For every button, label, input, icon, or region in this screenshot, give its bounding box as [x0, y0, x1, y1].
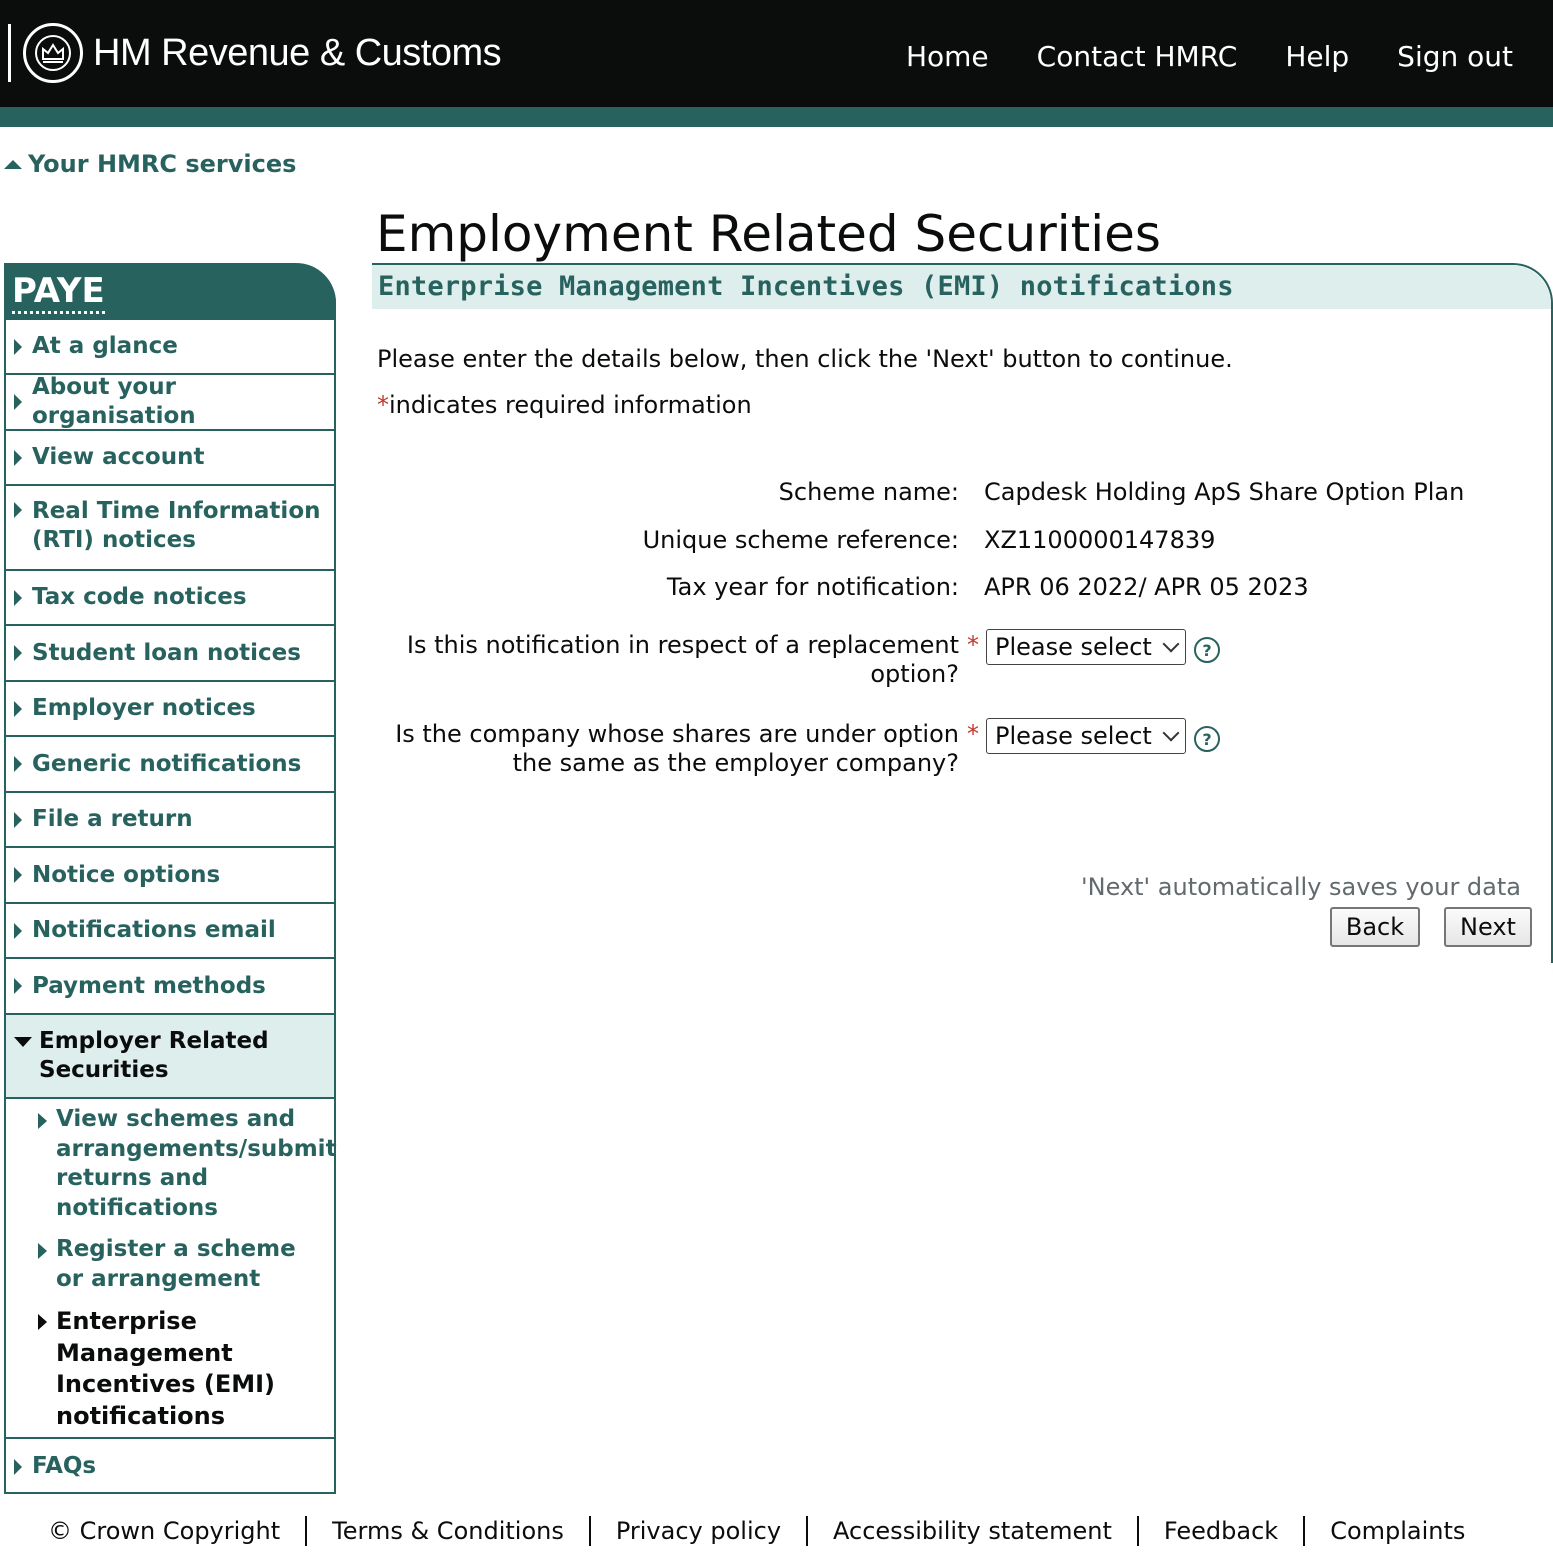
footer-copyright: © Crown Copyright	[48, 1517, 281, 1545]
question-label	[359, 631, 979, 689]
sidebar-item-notice-options[interactable]	[6, 848, 334, 904]
sidebar-item-notifications-email[interactable]	[6, 904, 334, 959]
question-text: Is this notification in respect of a replacement option?	[406, 631, 959, 688]
triangle-right-icon	[38, 1113, 47, 1129]
footer-accessibility-link[interactable]: Accessibility statement	[833, 1517, 1112, 1545]
help-icon[interactable]: ?	[1194, 637, 1220, 663]
intro-text: Please enter the details below, then click the 'Next' button to continue.	[377, 345, 1233, 373]
sidebar-item-label: About your organisation	[32, 374, 196, 429]
sidebar-item-faqs[interactable]	[6, 1439, 334, 1494]
triangle-right-icon	[38, 1314, 47, 1330]
sidebar-item-label: Employer notices	[32, 695, 256, 721]
nav-contact-link[interactable]: Contact HMRC	[1036, 40, 1238, 73]
sidebar-item-label: Payment methods	[32, 972, 266, 999]
footer-divider	[1303, 1516, 1305, 1546]
sidebar-item-label: Tax code notices	[32, 584, 247, 610]
select-value: Please select	[995, 633, 1152, 661]
sidebar-subitem-label: View schemes and arrangements/submit returns and notifications	[56, 1106, 337, 1221]
sidebar-item-label: FAQs	[32, 1453, 97, 1479]
sidebar-item-employer-related-securities[interactable]	[6, 1015, 334, 1099]
sidebar-sub-list	[6, 1099, 337, 1439]
triangle-right-icon	[14, 450, 22, 466]
sidebar-item-at-a-glance[interactable]	[6, 320, 334, 375]
sidebar-subitem-view-schemes[interactable]	[56, 1105, 337, 1223]
select-value: Please select	[995, 722, 1152, 750]
triangle-up-icon	[4, 160, 22, 169]
sidebar-item-label: At a glance	[32, 333, 178, 359]
help-icon[interactable]: ?	[1194, 726, 1220, 752]
sidebar-subitem-register-scheme[interactable]	[56, 1235, 326, 1294]
sidebar-heading-label: PAYE	[12, 271, 105, 314]
sidebar-item-label: Notice options	[32, 861, 221, 888]
sidebar-item-about-organisation[interactable]	[6, 375, 334, 431]
sidebar-item-generic-notifications[interactable]	[6, 737, 334, 793]
field-label: Scheme name:	[778, 478, 959, 506]
sidebar-item-label: Employer Related Securities	[39, 1028, 269, 1083]
crown-crest-icon	[23, 23, 83, 83]
required-star: *	[967, 631, 979, 659]
your-services-label: Your HMRC services	[28, 150, 297, 178]
nav-help-link[interactable]: Help	[1285, 40, 1350, 73]
panel-heading	[372, 265, 1551, 309]
question-text: Is the company whose shares are under option the same as the employer company?	[395, 720, 959, 777]
field-value: Capdesk Holding ApS Share Option Plan	[984, 478, 1465, 506]
sidebar-item-student-loan-notices[interactable]	[6, 626, 334, 682]
sidebar-item-label: Student loan notices	[32, 639, 301, 666]
field-label: Unique scheme reference:	[642, 526, 959, 554]
triangle-right-icon	[14, 867, 22, 883]
back-button[interactable]: Back	[1330, 907, 1420, 947]
top-nav	[906, 40, 1513, 73]
page-title: Employment Related Securities	[376, 205, 1161, 263]
sidebar-subitem-label: Enterprise Management Incentives (EMI) notifications	[56, 1307, 276, 1430]
triangle-right-icon	[14, 1459, 22, 1475]
footer-feedback-link[interactable]: Feedback	[1163, 1517, 1279, 1545]
chevron-down-icon	[1163, 636, 1180, 653]
triangle-down-icon	[14, 1037, 32, 1047]
question-label	[359, 720, 979, 778]
footer-divider	[1137, 1516, 1139, 1546]
required-star: *	[967, 720, 979, 748]
next-button[interactable]: Next	[1444, 907, 1532, 947]
footer-privacy-link[interactable]: Privacy policy	[615, 1517, 782, 1545]
autosave-note: 'Next' automatically saves your data	[1081, 873, 1521, 901]
logo-bar	[8, 24, 11, 82]
sidebar	[4, 263, 336, 1494]
triangle-right-icon	[14, 502, 22, 518]
sidebar-subitem-label: Register a scheme or arrangement	[56, 1236, 296, 1292]
field-label: Tax year for notification:	[666, 573, 959, 601]
sidebar-item-view-account[interactable]	[6, 431, 334, 486]
brand-name: HM Revenue & Customs	[93, 31, 502, 74]
sidebar-item-employer-notices[interactable]	[6, 682, 334, 737]
footer	[48, 1516, 1465, 1546]
footer-divider	[305, 1516, 307, 1546]
site-header	[0, 0, 1553, 107]
field-value: XZ1100000147839	[984, 526, 1216, 554]
your-services-link[interactable]	[4, 150, 296, 178]
field-value: APR 06 2022/ APR 05 2023	[984, 573, 1309, 601]
sidebar-item-label: Real Time Information (RTI) notices	[32, 498, 321, 553]
sidebar-item-payment-methods[interactable]	[6, 959, 334, 1015]
footer-terms-link[interactable]: Terms & Conditions	[332, 1517, 564, 1545]
nav-home-link[interactable]: Home	[905, 40, 989, 73]
required-note-label: indicates required information	[389, 391, 752, 419]
main-panel	[372, 263, 1553, 963]
required-star: *	[377, 391, 389, 419]
required-note	[377, 391, 752, 419]
triangle-right-icon	[14, 339, 22, 355]
sidebar-item-label: Notifications email	[32, 917, 276, 943]
replacement-option-select[interactable]	[986, 629, 1186, 665]
sidebar-item-rti-notices[interactable]	[6, 486, 334, 571]
sidebar-item-file-a-return[interactable]	[6, 793, 334, 848]
footer-divider	[589, 1516, 591, 1546]
triangle-right-icon	[14, 756, 22, 772]
triangle-right-icon	[14, 978, 22, 994]
nav-sign-out-link[interactable]: Sign out	[1397, 40, 1513, 73]
footer-divider	[806, 1516, 808, 1546]
sidebar-item-tax-code-notices[interactable]	[6, 571, 334, 626]
triangle-right-icon	[14, 394, 22, 410]
sidebar-item-label: Generic notifications	[32, 750, 302, 777]
triangle-right-icon	[14, 701, 22, 717]
chevron-down-icon	[1163, 725, 1180, 742]
triangle-right-icon	[14, 590, 22, 606]
hmrc-logo[interactable]	[8, 22, 501, 84]
sidebar-item-label: File a return	[32, 806, 193, 832]
sidebar-heading[interactable]	[4, 263, 336, 320]
panel-heading-label: Enterprise Management Incentives (EMI) notifications	[378, 271, 1234, 302]
header-band	[0, 107, 1553, 127]
same-company-select[interactable]	[986, 718, 1186, 754]
triangle-right-icon	[38, 1243, 47, 1259]
triangle-right-icon	[14, 645, 22, 661]
sidebar-item-label: View account	[32, 444, 205, 470]
sidebar-subitem-emi-notifications[interactable]	[56, 1306, 326, 1432]
triangle-right-icon	[14, 812, 22, 828]
footer-complaints-link[interactable]: Complaints	[1330, 1517, 1466, 1545]
triangle-right-icon	[14, 923, 22, 939]
